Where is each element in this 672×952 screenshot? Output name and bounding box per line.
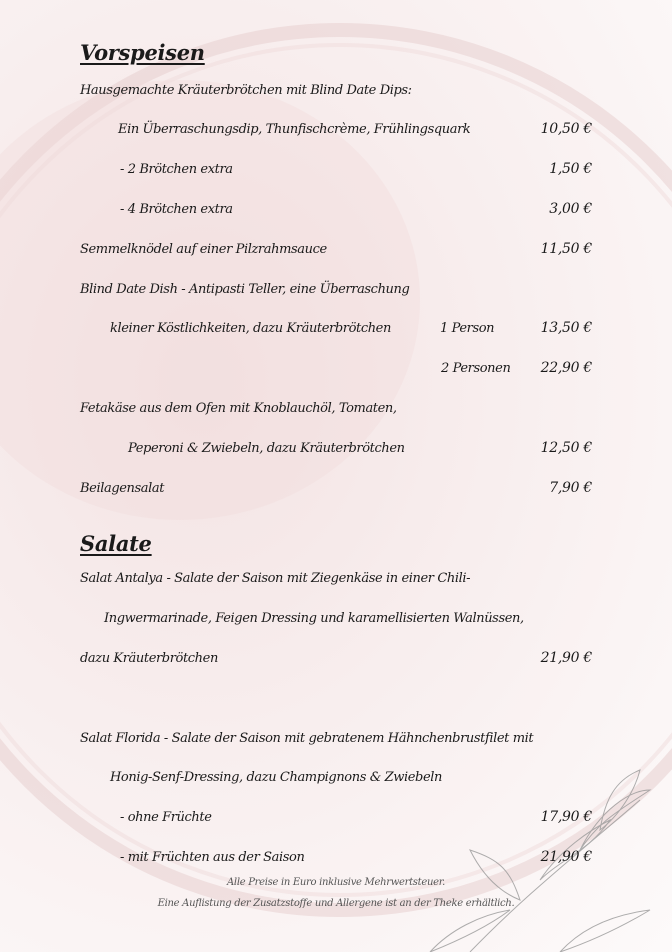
dips-price: 10,50 € — [540, 121, 592, 137]
beilagensalat-item: Beilagensalat — [80, 481, 165, 496]
antalya-price: 21,90 € — [540, 650, 592, 666]
florida-option-no-fruit: - ohne Früchte — [120, 810, 212, 825]
florida-line-1: Salat Florida - Salate der Saison mit gebratenem Hähnchenbrustfilet mit — [80, 731, 534, 746]
feta-line-2: Peperoni & Zwiebeln, dazu Kräuterbrötchen — [128, 441, 405, 456]
dips-description: Ein Überraschungsdip, Thunfischcrème, Frühlingsquark — [118, 122, 471, 137]
footer-allergen-note: Eine Auflistung der Zusatzstoffe und Allergene ist an der Theke erhältlich. — [157, 898, 515, 909]
extra-2-rolls-price: 1,50 € — [549, 161, 592, 177]
dips-intro: Hausgemachte Kräuterbrötchen mit Blind Date Dips: — [80, 83, 412, 98]
section-heading-salate: Salate — [80, 531, 152, 556]
feta-line-1: Fetakäse aus dem Ofen mit Knoblauchöl, Tomaten, — [80, 401, 397, 416]
beilagensalat-price: 7,90 € — [549, 480, 592, 496]
feta-price: 12,50 € — [540, 440, 592, 456]
footer-price-note: Alle Preise in Euro inklusive Mehrwertsteuer. — [227, 877, 445, 888]
antalya-line-3: dazu Kräuterbrötchen — [80, 651, 218, 666]
antipasti-line-1: Blind Date Dish - Antipasti Teller, eine Überraschung — [80, 282, 410, 297]
florida-option-no-fruit-price: 17,90 € — [540, 809, 592, 825]
antipasti-line-2: kleiner Köstlichkeiten, dazu Kräuterbrötchen — [110, 321, 391, 336]
florida-option-fruit: - mit Früchten aus der Saison — [120, 850, 305, 865]
antipasti-2-persons-price: 22,90 € — [540, 360, 592, 376]
antalya-line-2: Ingwermarinade, Feigen Dressing und karamellisierten Walnüssen, — [104, 611, 524, 626]
extra-4-rolls-price: 3,00 € — [549, 201, 592, 217]
section-heading-vorspeisen: Vorspeisen — [80, 40, 205, 65]
extra-2-rolls: - 2 Brötchen extra — [120, 162, 233, 177]
antipasti-1-person-label: 1 Person — [440, 321, 495, 336]
antipasti-2-persons-label: 2 Personen — [441, 361, 511, 376]
florida-option-fruit-price: 21,90 € — [540, 849, 592, 865]
knoedel-price: 11,50 € — [540, 241, 592, 257]
knoedel-item: Semmelknödel auf einer Pilzrahmsauce — [80, 242, 327, 257]
antipasti-1-person-price: 13,50 € — [540, 320, 592, 336]
florida-line-2: Honig-Senf-Dressing, dazu Champignons & Zwiebeln — [110, 770, 442, 785]
antalya-line-1: Salat Antalya - Salate der Saison mit Ziegenkäse in einer Chili- — [80, 571, 471, 586]
extra-4-rolls: - 4 Brötchen extra — [120, 202, 233, 217]
